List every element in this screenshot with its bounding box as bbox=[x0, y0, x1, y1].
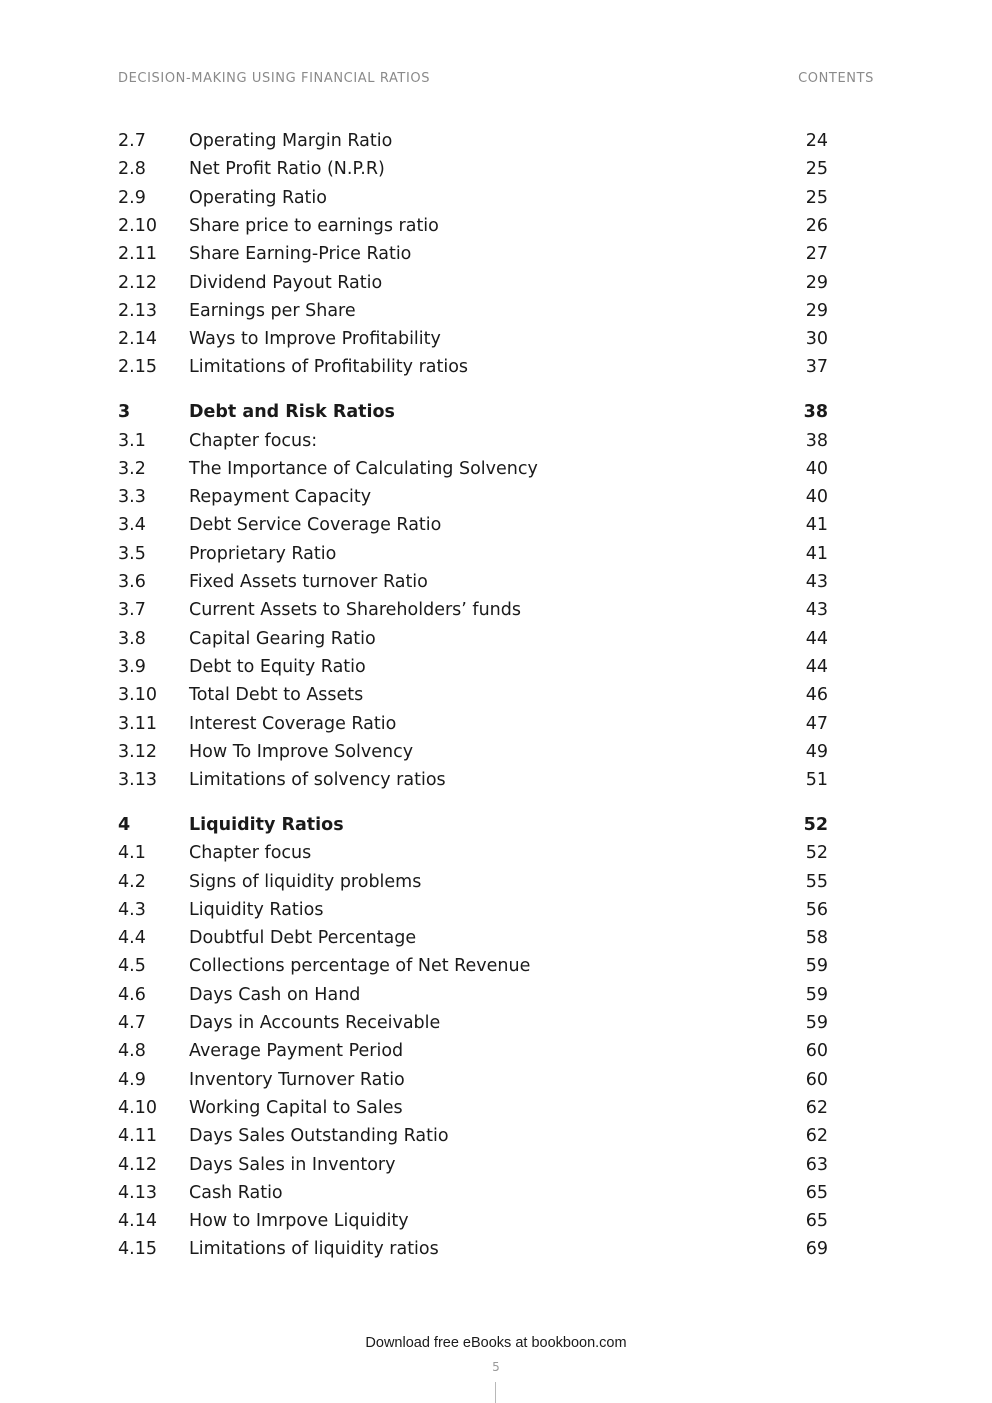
toc-title: Proprietary Ratio bbox=[189, 543, 337, 564]
toc-number: 2.15 bbox=[118, 357, 157, 378]
toc-page-number: 63 bbox=[805, 1154, 828, 1175]
toc-page-number: 65 bbox=[805, 1182, 828, 1203]
toc-title: Share price to earnings ratio bbox=[189, 215, 439, 236]
toc-row[interactable] bbox=[0, 429, 992, 453]
toc-row[interactable] bbox=[0, 1124, 992, 1148]
toc-number: 2.9 bbox=[118, 187, 146, 208]
download-link[interactable]: Download free eBooks at bookboon.com bbox=[365, 1335, 627, 1351]
toc-title: Operating Margin Ratio bbox=[189, 131, 393, 151]
toc-page-number: 26 bbox=[805, 215, 828, 236]
toc-page-number: 65 bbox=[805, 1211, 828, 1232]
toc-row[interactable] bbox=[0, 214, 992, 238]
toc-number: 4.1 bbox=[118, 843, 146, 864]
toc-number: 4.14 bbox=[118, 1211, 157, 1232]
toc-row[interactable] bbox=[0, 983, 992, 1007]
toc-page-number: 43 bbox=[805, 600, 828, 621]
toc-title: How to Imrpove Liquidity bbox=[189, 1211, 409, 1232]
toc-title: Net Profit Ratio (N.P.R) bbox=[189, 159, 385, 180]
toc-row[interactable] bbox=[0, 1181, 992, 1205]
toc-row[interactable] bbox=[0, 841, 992, 865]
toc-number: 3 bbox=[118, 402, 131, 423]
toc-page-number: 60 bbox=[805, 1041, 828, 1062]
toc-page-number: 29 bbox=[805, 300, 828, 321]
toc-page-number: 60 bbox=[805, 1069, 828, 1090]
toc-page-number: 51 bbox=[805, 770, 828, 791]
toc-number: 3.2 bbox=[118, 458, 146, 479]
toc-title: Total Debt to Assets bbox=[189, 685, 364, 706]
toc-title: Operating Ratio bbox=[189, 187, 327, 208]
toc-row[interactable] bbox=[0, 1209, 992, 1233]
toc-number: 2.10 bbox=[118, 215, 157, 236]
toc-title: Liquidity Ratios bbox=[189, 899, 324, 920]
toc-page-number: 46 bbox=[805, 685, 828, 706]
toc-number: 4.2 bbox=[118, 871, 146, 892]
toc-page-number: 59 bbox=[805, 956, 828, 977]
toc-number: 4 bbox=[118, 814, 131, 835]
toc-title: Limitations of solvency ratios bbox=[189, 770, 446, 791]
toc-page-number: 59 bbox=[805, 984, 828, 1005]
toc-row[interactable] bbox=[0, 1039, 992, 1063]
toc-row[interactable] bbox=[0, 740, 992, 764]
toc-page-number: 25 bbox=[805, 159, 828, 180]
toc-number: 3.5 bbox=[118, 543, 146, 564]
toc-number: 4.8 bbox=[118, 1041, 146, 1062]
toc-row[interactable] bbox=[0, 870, 992, 894]
toc-row[interactable] bbox=[0, 457, 992, 481]
toc-number: 2.14 bbox=[118, 329, 157, 350]
toc-row[interactable] bbox=[0, 355, 992, 379]
toc-page-number: 44 bbox=[805, 628, 828, 649]
toc-chapter-row[interactable] bbox=[0, 813, 992, 837]
toc-title: Signs of liquidity problems bbox=[189, 871, 422, 892]
toc-page-number: 44 bbox=[805, 656, 828, 677]
toc-row[interactable] bbox=[0, 1096, 992, 1120]
toc-row[interactable] bbox=[0, 542, 992, 566]
toc-number: 3.12 bbox=[118, 741, 157, 762]
toc-row[interactable] bbox=[0, 598, 992, 622]
toc-number: 3.1 bbox=[118, 430, 146, 451]
page-rule bbox=[495, 1382, 496, 1403]
toc-title: Liquidity Ratios bbox=[189, 814, 344, 835]
toc-title: The Importance of Calculating Solvency bbox=[189, 458, 538, 479]
toc-row[interactable] bbox=[0, 186, 992, 210]
toc-number: 4.10 bbox=[118, 1097, 157, 1118]
toc-page-number: 58 bbox=[805, 928, 828, 949]
toc-title: Days Sales Outstanding Ratio bbox=[189, 1126, 449, 1147]
toc-number: 3.4 bbox=[118, 515, 146, 536]
toc-title: Days Cash on Hand bbox=[189, 984, 361, 1005]
toc-page-number: 56 bbox=[805, 899, 828, 920]
toc-number: 3.11 bbox=[118, 713, 157, 734]
toc-row[interactable] bbox=[0, 926, 992, 950]
toc-page-number: 38 bbox=[805, 430, 828, 451]
toc-page-number: 40 bbox=[805, 458, 828, 479]
toc-number: 3.6 bbox=[118, 572, 146, 592]
toc-number: 2.11 bbox=[118, 244, 157, 265]
toc-title: Capital Gearing Ratio bbox=[189, 628, 376, 649]
toc-row[interactable] bbox=[0, 129, 992, 153]
toc-number: 2.12 bbox=[118, 272, 157, 293]
toc-row[interactable] bbox=[0, 627, 992, 651]
toc-page-number: 59 bbox=[805, 1013, 828, 1033]
toc-title: Ways to Improve Profitability bbox=[189, 329, 441, 350]
toc-page-number: 38 bbox=[803, 402, 828, 423]
toc-page-number: 69 bbox=[805, 1239, 828, 1260]
toc-page-number: 52 bbox=[803, 814, 828, 835]
toc-page-number: 29 bbox=[805, 272, 828, 293]
toc-row[interactable] bbox=[0, 242, 992, 266]
toc-title: Interest Coverage Ratio bbox=[189, 713, 397, 734]
toc-title: Days in Accounts Receivable bbox=[189, 1013, 441, 1033]
toc-row[interactable] bbox=[0, 898, 992, 922]
toc-number: 3.3 bbox=[118, 487, 146, 508]
toc-number: 4.11 bbox=[118, 1126, 157, 1147]
toc-page-number: 25 bbox=[805, 187, 828, 208]
toc-page-number: 62 bbox=[805, 1126, 828, 1147]
toc-number: 4.3 bbox=[118, 899, 146, 920]
toc-title: Share Earning-Price Ratio bbox=[189, 244, 412, 265]
toc-title: Inventory Turnover Ratio bbox=[189, 1069, 405, 1090]
toc-row[interactable] bbox=[0, 768, 992, 792]
book-title: DECISION-MAKING USING FINANCIAL RATIOS bbox=[118, 71, 431, 86]
toc-title: How To Improve Solvency bbox=[189, 741, 414, 762]
toc-page-number: 41 bbox=[805, 543, 828, 564]
toc-title: Current Assets to Shareholders’ funds bbox=[189, 600, 521, 621]
toc-page-number: 41 bbox=[805, 515, 828, 536]
toc-title: Doubtful Debt Percentage bbox=[189, 928, 417, 949]
toc-title: Chapter focus bbox=[189, 843, 312, 864]
toc-row[interactable] bbox=[0, 655, 992, 679]
toc-title: Collections percentage of Net Revenue bbox=[189, 956, 531, 977]
toc-row[interactable] bbox=[0, 1237, 992, 1261]
toc-title: Debt Service Coverage Ratio bbox=[189, 515, 442, 536]
toc-page-number: 37 bbox=[805, 357, 828, 378]
toc-number: 4.5 bbox=[118, 956, 146, 977]
toc-row[interactable] bbox=[0, 1011, 992, 1035]
toc-page-number: 24 bbox=[805, 131, 828, 151]
toc-page-number: 40 bbox=[805, 487, 828, 508]
toc-page-number: 27 bbox=[805, 244, 828, 265]
toc-number: 4.12 bbox=[118, 1154, 157, 1175]
toc-row[interactable] bbox=[0, 271, 992, 295]
toc-title: Debt to Equity Ratio bbox=[189, 656, 366, 677]
section-title: CONTENTS bbox=[798, 71, 874, 86]
toc-number: 3.9 bbox=[118, 656, 146, 677]
toc-row[interactable] bbox=[0, 299, 992, 323]
toc-title: Average Payment Period bbox=[189, 1041, 404, 1062]
toc-title: Dividend Payout Ratio bbox=[189, 272, 383, 293]
toc-row[interactable] bbox=[0, 485, 992, 509]
toc-row[interactable] bbox=[0, 513, 992, 537]
toc-title: Repayment Capacity bbox=[189, 487, 372, 508]
toc-title: Chapter focus: bbox=[189, 430, 318, 451]
toc-number: 2.7 bbox=[118, 131, 146, 151]
toc-page-number: 47 bbox=[805, 713, 828, 734]
toc-title: Cash Ratio bbox=[189, 1182, 283, 1203]
toc-number: 4.13 bbox=[118, 1182, 157, 1203]
toc-row[interactable] bbox=[0, 712, 992, 736]
toc-title: Limitations of Profitability ratios bbox=[189, 357, 469, 378]
page-number: 5 bbox=[492, 1360, 500, 1374]
toc-title: Earnings per Share bbox=[189, 300, 356, 321]
running-header bbox=[118, 71, 874, 89]
toc-title: Debt and Risk Ratios bbox=[189, 402, 395, 423]
toc-row[interactable] bbox=[0, 157, 992, 181]
toc-row[interactable] bbox=[0, 683, 992, 707]
toc-number: 2.8 bbox=[118, 159, 146, 180]
toc-page-number: 62 bbox=[805, 1097, 828, 1118]
toc-page-number: 52 bbox=[805, 843, 828, 864]
toc-title: Working Capital to Sales bbox=[189, 1097, 403, 1118]
toc-title: Fixed Assets turnover Ratio bbox=[189, 572, 428, 592]
toc-title: Limitations of liquidity ratios bbox=[189, 1239, 439, 1260]
toc-title: Days Sales in Inventory bbox=[189, 1154, 396, 1175]
toc-row[interactable] bbox=[0, 954, 992, 978]
toc-number: 3.13 bbox=[118, 770, 157, 791]
toc-number: 4.7 bbox=[118, 1013, 146, 1033]
toc-row[interactable] bbox=[0, 1068, 992, 1092]
toc-number: 4.15 bbox=[118, 1239, 157, 1260]
toc-number: 3.8 bbox=[118, 628, 146, 649]
toc-page-number: 30 bbox=[805, 329, 828, 350]
toc-number: 3.10 bbox=[118, 685, 157, 706]
toc-number: 3.7 bbox=[118, 600, 146, 621]
toc-page-number: 49 bbox=[805, 741, 828, 762]
toc-number: 4.6 bbox=[118, 984, 146, 1005]
toc-number: 4.4 bbox=[118, 928, 146, 949]
toc-row[interactable] bbox=[0, 327, 992, 351]
toc-chapter-row[interactable] bbox=[0, 400, 992, 424]
toc-number: 4.9 bbox=[118, 1069, 146, 1090]
toc-row[interactable] bbox=[0, 570, 992, 594]
toc-page-number: 55 bbox=[805, 871, 828, 892]
toc-number: 2.13 bbox=[118, 300, 157, 321]
toc-page-number: 43 bbox=[805, 572, 828, 592]
toc-row[interactable] bbox=[0, 1153, 992, 1177]
